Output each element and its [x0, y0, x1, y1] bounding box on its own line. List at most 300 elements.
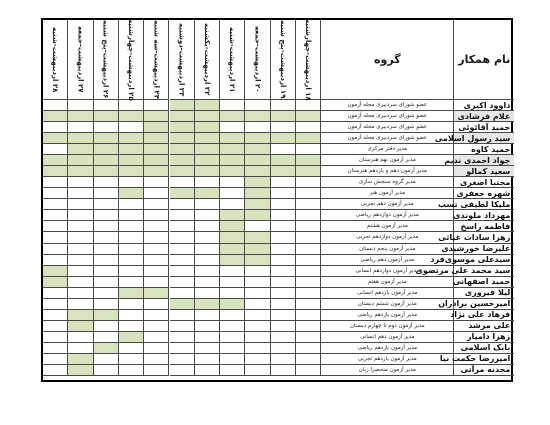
- schedule-cell-filled: [195, 133, 220, 144]
- schedule-cell-filled: [170, 133, 195, 144]
- schedule-cell-empty: [220, 100, 245, 111]
- schedule-cell-filled: [119, 133, 144, 144]
- schedule-cell-empty: [144, 177, 169, 188]
- schedule-cell-empty: [119, 354, 144, 365]
- schedule-cell-empty: [119, 277, 144, 288]
- schedule-cell-empty: [170, 244, 195, 255]
- schedule-cell-empty: [296, 343, 321, 354]
- schedule-cell-filled: [245, 133, 270, 144]
- schedule-cell-empty: [94, 221, 119, 232]
- colleague-name: زهرا سادات غیاثی: [454, 232, 514, 243]
- name-column-header: نام همکار: [454, 20, 514, 100]
- schedule-cell-empty: [271, 277, 296, 288]
- colleague-name: جواد احمدی ندیم: [454, 155, 514, 166]
- group-cell: مدیر آزمون دوازدهم ریاضی: [321, 210, 454, 221]
- schedule-cell-empty: [271, 266, 296, 277]
- schedule-cell-filled: [195, 100, 220, 111]
- schedule-cell-empty: [245, 277, 270, 288]
- schedule-cell-empty: [68, 332, 93, 343]
- group-cell: مدیر آزمون هفتم: [321, 277, 454, 288]
- colleague-name: داوود اکبری: [454, 100, 514, 111]
- schedule-cell-filled: [220, 144, 245, 155]
- schedule-cell-filled: [220, 133, 245, 144]
- group-cell: مدیر آزمون دهم ریاضی: [321, 255, 454, 266]
- schedule-cell-filled: [119, 144, 144, 155]
- schedule-cell-empty: [195, 310, 220, 321]
- colleague-name: غلام فرشادی: [454, 111, 514, 122]
- colleague-name: مجدنه مرآتی: [454, 365, 514, 376]
- schedule-cell-empty: [94, 199, 119, 210]
- schedule-cell-empty: [43, 321, 68, 332]
- schedule-cell-empty: [43, 100, 68, 111]
- date-header-label: ۲۴ اردیبهشت-سه شنبه: [152, 20, 161, 99]
- schedule-cell-filled: [195, 155, 220, 166]
- schedule-cell-empty: [245, 332, 270, 343]
- schedule-cell-empty: [119, 177, 144, 188]
- schedule-cell-empty: [296, 122, 321, 133]
- schedule-cell-empty: [43, 255, 68, 266]
- schedule-cell-empty: [245, 266, 270, 277]
- schedule-cell-empty: [94, 321, 119, 332]
- schedule-cell-filled: [245, 210, 270, 221]
- schedule-cell-empty: [271, 232, 296, 243]
- schedule-cell-empty: [195, 177, 220, 188]
- schedule-cell-empty: [245, 354, 270, 365]
- schedule-cell-empty: [68, 299, 93, 310]
- colleague-name: سید محمد علی مرتضوی: [454, 266, 514, 277]
- schedule-cell-empty: [271, 354, 296, 365]
- schedule-cell-empty: [271, 122, 296, 133]
- colleague-name: امیرحسین برادران: [454, 299, 514, 310]
- schedule-cell-empty: [68, 244, 93, 255]
- schedule-cell-empty: [68, 266, 93, 277]
- schedule-cell-empty: [119, 210, 144, 221]
- schedule-cell-empty: [43, 199, 68, 210]
- date-header: [94, 20, 119, 100]
- schedule-cell-filled: [68, 354, 93, 365]
- group-cell: مدیر آزمون هشتم: [321, 221, 454, 232]
- group-cell: مدیر آزمون دوازدهم تجربی: [321, 232, 454, 243]
- schedule-cell-empty: [144, 343, 169, 354]
- schedule-cell-empty: [220, 365, 245, 376]
- schedule-cell-filled: [296, 155, 321, 166]
- schedule-cell-empty: [271, 188, 296, 199]
- schedule-cell-filled: [119, 111, 144, 122]
- schedule-cell-empty: [170, 266, 195, 277]
- schedule-cell-empty: [170, 365, 195, 376]
- schedule-cell-empty: [170, 277, 195, 288]
- schedule-cell-empty: [119, 100, 144, 111]
- schedule-cell-empty: [296, 199, 321, 210]
- schedule-cell-filled: [43, 166, 68, 177]
- schedule-cell-empty: [271, 177, 296, 188]
- colleague-name: حمید اصفهانی: [454, 277, 514, 288]
- schedule-cell-empty: [43, 221, 68, 232]
- schedule-cell-empty: [43, 288, 68, 299]
- schedule-cell-filled: [296, 133, 321, 144]
- schedule-cell-empty: [119, 343, 144, 354]
- schedule-cell-filled: [245, 166, 270, 177]
- schedule-cell-empty: [296, 221, 321, 232]
- schedule-cell-empty: [144, 232, 169, 243]
- schedule-cell-filled: [43, 133, 68, 144]
- group-cell: مدیر آزمون پنجم دبستان: [321, 244, 454, 255]
- schedule-cell-filled: [170, 166, 195, 177]
- schedule-cell-empty: [296, 277, 321, 288]
- schedule-cell-filled: [220, 221, 245, 232]
- schedule-cell-filled: [195, 166, 220, 177]
- schedule-cell-filled: [271, 133, 296, 144]
- schedule-cell-filled: [68, 365, 93, 376]
- schedule-cell-empty: [195, 232, 220, 243]
- schedule-cell-filled: [220, 210, 245, 221]
- group-cell: مدیر آزمون یازدهم ریاضی: [321, 343, 454, 354]
- colleague-name: حمید کاوه: [454, 144, 514, 155]
- group-cell: عضو شورای سردبیری مجله آزمون: [321, 133, 454, 144]
- schedule-cell-empty: [94, 288, 119, 299]
- schedule-cell-empty: [220, 266, 245, 277]
- schedule-cell-empty: [195, 288, 220, 299]
- schedule-cell-empty: [43, 244, 68, 255]
- schedule-cell-empty: [170, 321, 195, 332]
- schedule-cell-filled: [245, 232, 270, 243]
- schedule-cell-empty: [94, 277, 119, 288]
- schedule-cell-filled: [94, 343, 119, 354]
- schedule-cell-empty: [271, 255, 296, 266]
- schedule-cell-empty: [43, 365, 68, 376]
- schedule-cell-filled: [144, 166, 169, 177]
- schedule-cell-filled: [245, 155, 270, 166]
- schedule-cell-empty: [68, 288, 93, 299]
- group-column-header: گروه: [321, 20, 454, 100]
- schedule-cell-empty: [271, 310, 296, 321]
- schedule-cell-empty: [119, 255, 144, 266]
- schedule-cell-empty: [220, 188, 245, 199]
- schedule-cell-empty: [296, 100, 321, 111]
- schedule-cell-empty: [296, 177, 321, 188]
- colleague-name: ملیکا لطیفی تسب: [454, 199, 514, 210]
- schedule-cell-empty: [68, 255, 93, 266]
- schedule-cell-empty: [68, 122, 93, 133]
- schedule-cell-empty: [144, 244, 169, 255]
- schedule-cell-empty: [296, 210, 321, 221]
- schedule-cell-empty: [43, 188, 68, 199]
- schedule-cell-filled: [271, 155, 296, 166]
- colleague-name: مهرداد ملوندی: [454, 210, 514, 221]
- schedule-cell-empty: [170, 288, 195, 299]
- schedule-cell-empty: [170, 177, 195, 188]
- schedule-cell-empty: [296, 354, 321, 365]
- schedule-cell-filled: [195, 188, 220, 199]
- schedule-cell-filled: [245, 188, 270, 199]
- schedule-cell-empty: [296, 288, 321, 299]
- schedule-cell-empty: [68, 210, 93, 221]
- schedule-cell-filled: [144, 155, 169, 166]
- schedule-cell-empty: [170, 343, 195, 354]
- schedule-cell-filled: [144, 144, 169, 155]
- schedule-cell-filled: [119, 188, 144, 199]
- schedule-cell-empty: [144, 199, 169, 210]
- schedule-cell-empty: [170, 310, 195, 321]
- schedule-cell-empty: [94, 255, 119, 266]
- schedule-cell-filled: [94, 144, 119, 155]
- schedule-cell-filled: [271, 111, 296, 122]
- schedule-cell-empty: [195, 321, 220, 332]
- schedule-cell-filled: [68, 144, 93, 155]
- date-header: [68, 20, 93, 100]
- group-cell: مدیر آزمون دهم تجربی: [321, 199, 454, 210]
- schedule-cell-filled: [94, 166, 119, 177]
- date-header-label: ۲۰ اردیبهشت-جمعه: [253, 26, 262, 93]
- schedule-cell-empty: [296, 244, 321, 255]
- schedule-cell-empty: [220, 332, 245, 343]
- schedule-cell-filled: [119, 288, 144, 299]
- schedule-cell-filled: [220, 166, 245, 177]
- date-header-label: ۲۶ اردیبهشت-پنج شنبه: [101, 20, 110, 99]
- schedule-cell-filled: [195, 144, 220, 155]
- colleague-name: امیررضا حکمت نیا: [454, 354, 514, 365]
- group-cell: مدیر آزمون دهم و یازدهم هنرستان: [321, 166, 454, 177]
- schedule-cell-filled: [43, 277, 68, 288]
- schedule-cell-empty: [245, 100, 270, 111]
- schedule-cell-filled: [245, 111, 270, 122]
- schedule-cell-empty: [43, 144, 68, 155]
- schedule-cell-empty: [43, 343, 68, 354]
- schedule-cell-empty: [144, 332, 169, 343]
- schedule-cell-filled: [94, 111, 119, 122]
- schedule-cell-empty: [271, 321, 296, 332]
- date-header: [144, 20, 169, 100]
- schedule-cell-empty: [271, 288, 296, 299]
- schedule-cell-empty: [94, 177, 119, 188]
- schedule-cell-filled: [220, 299, 245, 310]
- schedule-cell-empty: [119, 244, 144, 255]
- schedule-cell-empty: [296, 310, 321, 321]
- schedule-cell-empty: [119, 221, 144, 232]
- schedule-cell-filled: [170, 188, 195, 199]
- schedule-cell-empty: [296, 232, 321, 243]
- schedule-cell-empty: [271, 221, 296, 232]
- group-cell: مدیر آزمون دهم انسانی: [321, 332, 454, 343]
- schedule-cell-filled: [245, 255, 270, 266]
- schedule-cell-empty: [68, 343, 93, 354]
- schedule-cell-filled: [68, 155, 93, 166]
- schedule-cell-filled: [68, 321, 93, 332]
- schedule-cell-empty: [43, 210, 68, 221]
- schedule-cell-empty: [68, 188, 93, 199]
- schedule-cell-empty: [94, 232, 119, 243]
- schedule-cell-empty: [170, 199, 195, 210]
- schedule-cell-filled: [220, 255, 245, 266]
- schedule-cell-empty: [170, 255, 195, 266]
- group-cell: مدیر آزمون هنر: [321, 188, 454, 199]
- schedule-cell-empty: [220, 354, 245, 365]
- schedule-cell-empty: [271, 210, 296, 221]
- group-cell: مدیر آزمون یازدهم تجربی: [321, 354, 454, 365]
- schedule-cell-empty: [119, 310, 144, 321]
- schedule-cell-empty: [144, 321, 169, 332]
- schedule-cell-empty: [144, 100, 169, 111]
- schedule-cell-filled: [245, 144, 270, 155]
- schedule-cell-empty: [220, 321, 245, 332]
- colleague-name: حمید آقائوئی: [454, 122, 514, 133]
- schedule-cell-filled: [144, 133, 169, 144]
- schedule-cell-empty: [271, 332, 296, 343]
- schedule-cell-empty: [296, 332, 321, 343]
- schedule-cell-empty: [296, 299, 321, 310]
- schedule-cell-filled: [271, 166, 296, 177]
- schedule-cell-empty: [195, 210, 220, 221]
- group-cell: عضو شورای سردبیری مجله آزمون: [321, 122, 454, 133]
- schedule-cell-empty: [43, 332, 68, 343]
- schedule-cell-empty: [144, 188, 169, 199]
- colleague-name: فاطمه راسخ: [454, 221, 514, 232]
- colleague-name: مجتبا اصغری: [454, 177, 514, 188]
- schedule-cell-empty: [195, 277, 220, 288]
- schedule-cell-empty: [43, 299, 68, 310]
- schedule-cell-empty: [119, 122, 144, 133]
- group-cell: مدیر آزمون نهم هنرستان: [321, 155, 454, 166]
- schedule-cell-filled: [43, 111, 68, 122]
- schedule-cell-empty: [119, 199, 144, 210]
- schedule-cell-empty: [245, 321, 270, 332]
- schedule-cell-filled: [68, 166, 93, 177]
- schedule-cell-empty: [68, 277, 93, 288]
- schedule-cell-empty: [220, 288, 245, 299]
- schedule-cell-filled: [195, 111, 220, 122]
- schedule-cell-filled: [245, 177, 270, 188]
- schedule-cell-empty: [220, 310, 245, 321]
- schedule-cell-empty: [144, 354, 169, 365]
- schedule-cell-filled: [94, 133, 119, 144]
- schedule-cell-empty: [220, 199, 245, 210]
- schedule-cell-filled: [43, 155, 68, 166]
- schedule-cell-empty: [119, 232, 144, 243]
- schedule-cell-empty: [94, 100, 119, 111]
- schedule-cell-empty: [296, 188, 321, 199]
- schedule-cell-empty: [195, 221, 220, 232]
- schedule-cell-empty: [195, 266, 220, 277]
- schedule-cell-filled: [245, 244, 270, 255]
- schedule-cell-empty: [94, 210, 119, 221]
- schedule-cell-empty: [94, 266, 119, 277]
- schedule-cell-filled: [68, 133, 93, 144]
- group-cell: مدیر آزمون دوم تا چهارم دبستان: [321, 321, 454, 332]
- schedule-cell-empty: [43, 354, 68, 365]
- date-header: [170, 20, 195, 100]
- schedule-cell-empty: [271, 100, 296, 111]
- schedule-cell-empty: [43, 310, 68, 321]
- group-cell: عضو شورای سردبیری مجله آزمون: [321, 111, 454, 122]
- schedule-cell-empty: [144, 221, 169, 232]
- schedule-cell-empty: [94, 244, 119, 255]
- schedule-cell-empty: [68, 199, 93, 210]
- schedule-cell-empty: [68, 221, 93, 232]
- schedule-cell-empty: [245, 310, 270, 321]
- group-cell: مدیر آزمون یازدهم ریاضی: [321, 310, 454, 321]
- schedule-cell-empty: [170, 332, 195, 343]
- group-cell: عضو شورای سردبیری مجله آزمون: [321, 100, 454, 111]
- group-cell: مدیر آزمون متحصرا زبان: [321, 365, 454, 376]
- date-header-label: ۱۹ اردیبهشت-پنج شنبه: [278, 20, 287, 99]
- schedule-cell-filled: [119, 155, 144, 166]
- schedule-cell-empty: [144, 255, 169, 266]
- schedule-cell-empty: [271, 144, 296, 155]
- schedule-cell-empty: [68, 100, 93, 111]
- date-header-label: ۲۷ اردیبهشت-جمعه: [76, 26, 85, 93]
- colleague-name: شهره جعفری: [454, 188, 514, 199]
- colleague-name: سعید کمالو: [454, 166, 514, 177]
- schedule-cell-empty: [296, 255, 321, 266]
- group-cell: مدیر آزمون ششم دبستان: [321, 299, 454, 310]
- schedule-cell-filled: [170, 144, 195, 155]
- date-header: [296, 20, 321, 100]
- schedule-cell-empty: [94, 354, 119, 365]
- colleague-name: سید رسول اسلامی: [454, 133, 514, 144]
- schedule-cell-empty: [195, 343, 220, 354]
- schedule-cell-empty: [144, 365, 169, 376]
- schedule-cell-empty: [245, 221, 270, 232]
- schedule-cell-filled: [94, 155, 119, 166]
- schedule-cell-filled: [220, 155, 245, 166]
- schedule-cell-empty: [296, 144, 321, 155]
- schedule-cell-filled: [144, 288, 169, 299]
- schedule-cell-empty: [170, 221, 195, 232]
- group-cell: مدیر آزمون یازدهم انسانی: [321, 288, 454, 299]
- schedule-cell-empty: [144, 266, 169, 277]
- schedule-cell-filled: [296, 111, 321, 122]
- date-header: [271, 20, 296, 100]
- schedule-cell-empty: [68, 177, 93, 188]
- schedule-cell-filled: [43, 266, 68, 277]
- schedule-cell-empty: [220, 277, 245, 288]
- date-header: [245, 20, 270, 100]
- schedule-cell-empty: [296, 365, 321, 376]
- date-header: [43, 20, 68, 100]
- schedule-cell-empty: [245, 365, 270, 376]
- schedule-cell-filled: [170, 122, 195, 133]
- schedule-cell-empty: [94, 299, 119, 310]
- schedule-cell-filled: [245, 199, 270, 210]
- schedule-cell-filled: [94, 310, 119, 321]
- schedule-cell-filled: [296, 166, 321, 177]
- schedule-cell-empty: [43, 122, 68, 133]
- schedule-cell-empty: [245, 299, 270, 310]
- schedule-cell-empty: [119, 321, 144, 332]
- schedule-cell-filled: [144, 111, 169, 122]
- colleague-name: بابک اسلامی: [454, 343, 514, 354]
- schedule-cell-empty: [245, 343, 270, 354]
- schedule-cell-empty: [43, 177, 68, 188]
- schedule-cell-empty: [296, 266, 321, 277]
- schedule-cell-filled: [170, 299, 195, 310]
- schedule-cell-empty: [271, 199, 296, 210]
- schedule-cell-filled: [195, 299, 220, 310]
- schedule-cell-empty: [296, 321, 321, 332]
- colleague-name: فرهاد علی نژاد: [454, 310, 514, 321]
- schedule-cell-filled: [68, 310, 93, 321]
- schedule-cell-empty: [94, 188, 119, 199]
- colleague-name: علی مرشد: [454, 321, 514, 332]
- schedule-cell-filled: [119, 332, 144, 343]
- schedule-cell-filled: [220, 111, 245, 122]
- colleague-name: علیرضا خورشیدی: [454, 244, 514, 255]
- schedule-cell-filled: [195, 122, 220, 133]
- schedule-cell-empty: [119, 299, 144, 310]
- schedule-cell-empty: [195, 332, 220, 343]
- schedule-cell-empty: [195, 354, 220, 365]
- group-cell: مدیر دفتر مرکزی: [321, 144, 454, 155]
